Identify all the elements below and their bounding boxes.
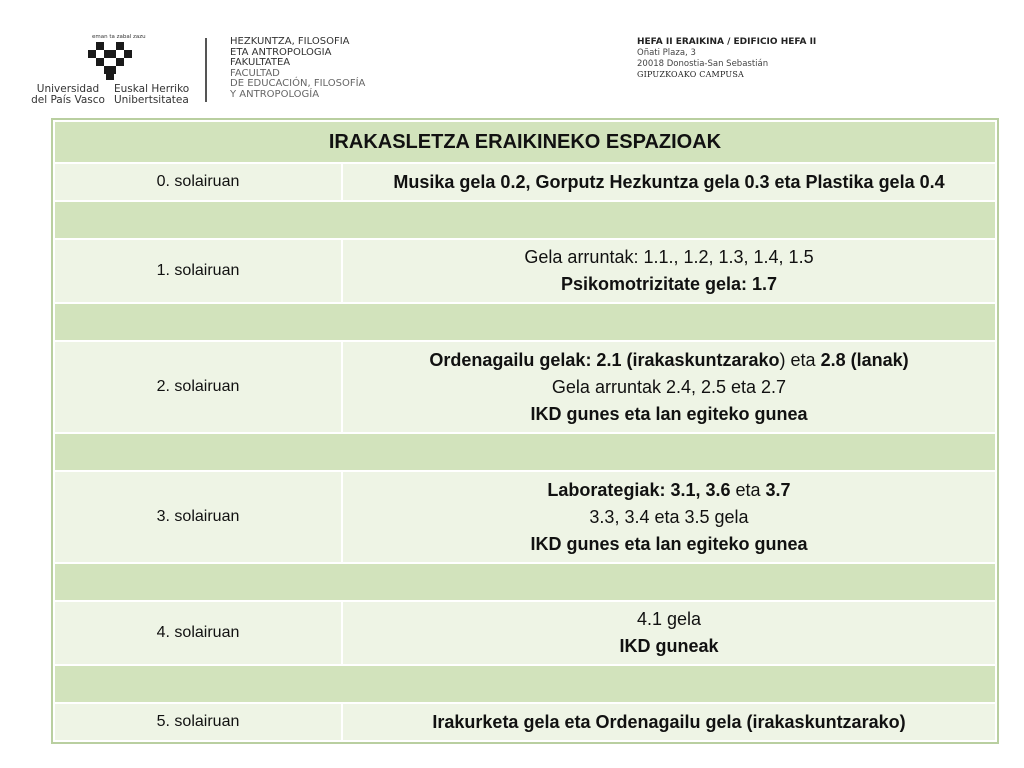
floor-label: 5. solairuan [54,703,342,741]
spaces-line [347,347,991,374]
spaces-fragment: eta [730,479,766,500]
floor-spaces [342,471,996,563]
spaces-fragment: 2.8 (lanak) [820,349,909,370]
logo-left-line-1: Universidad [36,83,100,95]
spaces-line: Musika gela 0.2, Gorputz Hezkuntza gela 0.3 eta Plastika gela 0.4 [393,171,945,192]
upv-ehu-emblem-icon [82,42,138,82]
spaces-line: IKD gunes eta lan egiteko gunea [530,533,808,554]
logo-left-line-2: del País Vasco [31,94,105,106]
spacer-cell [54,433,996,471]
logo-motto: eman ta zabal zazu [92,34,146,40]
faculty-eu-line-3: FAKULTATEA [230,57,291,69]
logo-right-line-2: Unibertsitatea [114,94,189,106]
spacer-cell [54,563,996,601]
spaces-line [347,477,991,504]
spaces-line: 3.3, 3.4 eta 3.5 gela [589,506,749,527]
spacer-row [54,201,996,239]
spaces-fragment: 3.7 [765,479,791,500]
spaces-table [53,120,997,742]
spacer-row [54,665,996,703]
faculty-es-line-3: Y ANTROPOLOGÍA [230,88,320,100]
spaces-line: Irakurketa gela eta Ordenagailu gela (irakaskuntzarako) [432,711,906,732]
faculty-es-line-2: DE EDUCACIÓN, FILOSOFÍA [230,78,366,90]
floor-label: 2. solairuan [54,341,342,433]
floor-label: 0. solairuan [54,163,342,201]
faculty-name [230,37,420,101]
floor-spaces [342,703,996,741]
table-row [54,601,996,665]
spaces-line: 4.1 gela [636,609,702,629]
logo-right-line-1: Euskal Herriko [114,83,190,95]
table-row [54,163,996,201]
table-header-row [54,121,996,163]
spacer-cell [54,303,996,341]
logo-spanish-name [30,84,106,106]
floor-spaces [342,601,996,665]
spaces-line: Psikomotrizitate gela: 1.7 [560,274,778,294]
floor-spaces [342,163,996,201]
spacer-cell [54,201,996,239]
floor-label: 1. solairuan [54,239,342,303]
floor-label: 4. solairuan [54,601,342,665]
faculty-es-line-1: FACULTAD [230,67,280,79]
spaces-line: Gela arruntak: 1.1., 1.2, 1.3, 1.4, 1.5 [524,247,814,267]
spacer-row [54,563,996,601]
building-name: HEFA II ERAIKINA / EDIFICIO HEFA II [637,37,817,47]
floor-label: 3. solairuan [54,471,342,563]
table-row [54,341,996,433]
logo-basque-name [114,84,194,106]
faculty-eu-line-2: ETA ANTROPOLOGIA [230,46,332,58]
table-row [54,471,996,563]
spaces-line: IKD guneak [619,636,719,656]
spaces-line: Gela arruntak 2.4, 2.5 eta 2.7 [551,376,787,397]
floor-spaces [342,239,996,303]
table-title: IRAKASLETZA ERAIKINEKO ESPAZIOAK [54,121,996,163]
spacer-row [54,433,996,471]
spaces-fragment: ) eta [779,349,821,370]
spacer-cell [54,665,996,703]
table-row [54,703,996,741]
building-address [637,37,917,80]
floor-spaces [342,341,996,433]
address-city: 20018 Donostia-San Sebastián [637,58,769,69]
spaces-line: IKD gunes eta lan egiteko gunea [530,403,808,424]
spaces-fragment: Ordenagailu gelak: 2.1 (irakaskuntzarako [429,349,780,370]
spacer-row [54,303,996,341]
faculty-eu-line-1: HEZKUNTZA, FILOSOFIA [230,36,350,47]
table-row [54,239,996,303]
spaces-fragment: Laborategiak: 3.1, 3.6 [547,479,731,500]
address-street: Oñati Plaza, 3 [637,48,696,58]
university-logo [30,34,190,106]
header-divider [205,38,207,102]
address-campus: GIPUZKOAKO CAMPUSA [637,70,744,79]
